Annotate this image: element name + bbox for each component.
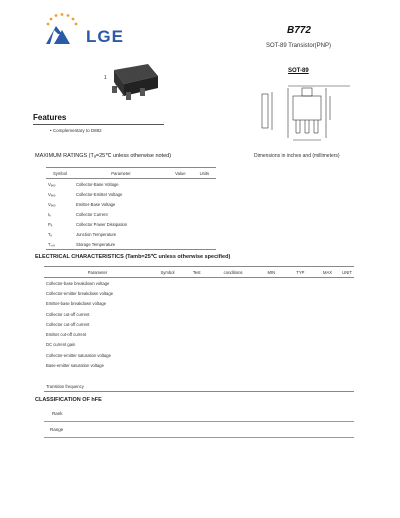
unit-cell [193, 179, 216, 190]
table-row [44, 288, 354, 298]
max-ratings-header-row [46, 168, 216, 179]
table-row [44, 309, 354, 319]
parameter-cell: Collector-Base Voltage [76, 181, 119, 187]
parameter-cell: Collector-base breakdown voltage [46, 280, 110, 286]
parameter-cell: Collector cut-off current [46, 311, 90, 317]
unit-cell [193, 229, 216, 239]
features-heading: Features [33, 113, 67, 122]
col-units: Units [199, 170, 210, 176]
table-row [44, 329, 354, 339]
col-test: Test [184, 267, 209, 278]
unit-cell [193, 219, 216, 229]
symbol-cell: Tₛₜₑ [48, 241, 55, 247]
rank-rule [44, 421, 354, 422]
value-cell [168, 239, 193, 250]
pin-label-2: 2 [115, 84, 118, 90]
table-row [46, 229, 216, 239]
symbol-cell: Vₑₑₒ [48, 201, 56, 207]
symbol-cell: Iₑ [48, 211, 51, 217]
col-value: Value [175, 170, 186, 176]
table-row [44, 340, 354, 350]
part-subtitle: SOT-89 Transistor(PNP) [266, 43, 332, 49]
dimensions-note: Dimensions in inches and (millimeters) [254, 153, 340, 159]
unit-cell [193, 189, 216, 199]
parameter-cell: Emitter-Base Voltage [76, 201, 116, 207]
col-parameter: Parameter [44, 267, 151, 278]
unit-cell [193, 239, 216, 250]
value-cell [168, 219, 193, 229]
symbol-cell: Vₑₑₒ [48, 181, 56, 187]
parameter-cell: Emitter cut-off current [46, 332, 87, 338]
col-conditions: conditions [209, 267, 257, 278]
range-rule [44, 437, 354, 438]
package-image [100, 56, 170, 102]
parameter-cell: Storage Temperature [76, 241, 116, 247]
parameter-cell: Collector Power Dissipation [76, 221, 128, 227]
pin-label-3: 3 [122, 92, 125, 98]
parameter-cell: DC current gain [46, 342, 76, 348]
feature-item: • Complementary to D882 [50, 128, 102, 133]
value-cell [168, 209, 193, 219]
dimension-drawing [258, 78, 358, 148]
parameter-cell: Junction Temperature [76, 231, 117, 237]
parameter-cell [44, 371, 151, 381]
parameter-cell: Transition frequency [46, 383, 84, 389]
parameter-cell: Base-emitter saturation voltage [46, 363, 104, 369]
table-row [44, 371, 354, 381]
table-row [46, 209, 216, 219]
value-cell [168, 179, 193, 190]
table-row [44, 299, 354, 309]
elec-chars-table [44, 266, 354, 392]
col-unit: UNIT [340, 267, 354, 278]
table-row [44, 319, 354, 329]
symbol-cell: Pₑ [48, 221, 53, 227]
brand-name: LGE [86, 27, 124, 46]
parameter-cell: Collector cut-off current [46, 321, 90, 327]
package-label: SOT-89 [288, 68, 309, 74]
parameter-cell: Collector-emitter breakdown voltage [46, 290, 114, 296]
part-number: B772 [287, 25, 311, 36]
col-max: MAX [315, 267, 340, 278]
col-symbol: Symbol [53, 170, 67, 176]
table-row [46, 219, 216, 229]
brand-logo-icon [40, 12, 84, 46]
parameter-cell: Collector Current [76, 211, 108, 217]
features-rule [33, 124, 164, 125]
max-ratings-title: MAXIMUM RATINGS (Tₐ=25℃ unless otherwise noted) [35, 153, 172, 159]
parameter-cell: Collector-emitter saturation voltage [46, 352, 111, 358]
table-row [44, 381, 354, 392]
col-min: MIN [257, 267, 286, 278]
symbol-cell: Vₑₑₒ [48, 191, 56, 197]
value-cell [168, 189, 193, 199]
classification-title: CLASSIFICATION OF hFE [35, 397, 102, 403]
table-row [44, 350, 354, 360]
elec-chars-header-row [44, 267, 354, 278]
table-row [44, 360, 354, 370]
elec-chars-title: ELECTRICAL CHARACTERISTICS (Tamb=25℃ unless otherwise specified) [35, 254, 231, 260]
range-label: Range [50, 427, 64, 432]
table-row [46, 189, 216, 199]
symbol-cell: Tₑ [48, 231, 53, 237]
max-ratings-table [46, 167, 216, 250]
value-cell [168, 229, 193, 239]
parameter-cell: Emitter-base breakdown voltage [46, 301, 107, 307]
unit-cell [193, 209, 216, 219]
table-row [46, 239, 216, 250]
table-row [46, 179, 216, 190]
feature-text: Complementary to D882 [52, 128, 102, 133]
col-parameter: Parameter [111, 170, 131, 176]
table-row [46, 199, 216, 209]
rank-label: Rank [52, 411, 63, 416]
parameter-cell: Collector-Emitter Voltage [76, 191, 123, 197]
col-symbol: Symbol [151, 267, 184, 278]
value-cell [168, 199, 193, 209]
unit-cell [193, 199, 216, 209]
table-row [44, 278, 354, 289]
col-typ: TYP [286, 267, 315, 278]
pin-label-1: 1 [104, 75, 107, 81]
